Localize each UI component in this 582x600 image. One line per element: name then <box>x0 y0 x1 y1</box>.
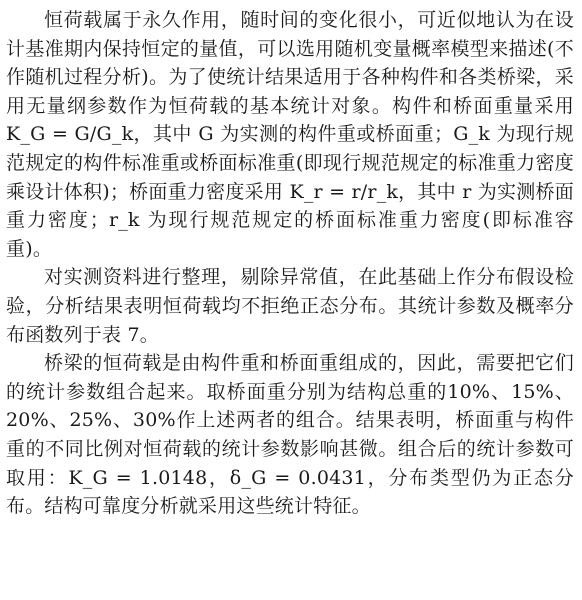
paragraph-dead-load-definition: 恒荷载属于永久作用，随时间的变化很小，可近似地认为在设计基准期内保持恒定的量值，可以选用随机变量概率模型来描述(不作随机过程分析)。为了使统计结果适用于各种构件和各类桥梁，采用无量纲参数作为恒荷载的基本统计对象。构件和桥面重量采用 K_G = G/G_k，其中 G 为实测的构件重或桥面重；G_k 为现行规范规定的构件标准重或桥面标准重(即现行规范规定的标准重力密度乘设计体积)；桥面重力密度采用 K_r = r/r_k，其中 r 为实测桥面重力密度；r_k 为现行规范规定的桥面标准重力密度(即标准容重)。 <box>6 9 574 260</box>
paragraph-distribution-test: 对实测资料进行整理，剔除异常值，在此基础上作分布假设检验，分析结果表明恒荷载均不拒绝正态分布。其统计参数及概率分布函数列于表 7。 <box>6 266 574 346</box>
paragraph-combined-parameters: 桥梁的恒荷载是由构件重和桥面重组成的，因此，需要把它们的统计参数组合起来。取桥面重分别为结构总重的10%、15%、20%、25%、30%作上述两者的组合。结果表明，桥面重与构件重的不同比例对恒荷载的统计参数影响甚微。组合后的统计参数可取用：K_G = 1.0148，δ_G = 0.0431，分布类型仍为正态分布。结构可靠度分析就采用这些统计特征。 <box>6 352 574 518</box>
